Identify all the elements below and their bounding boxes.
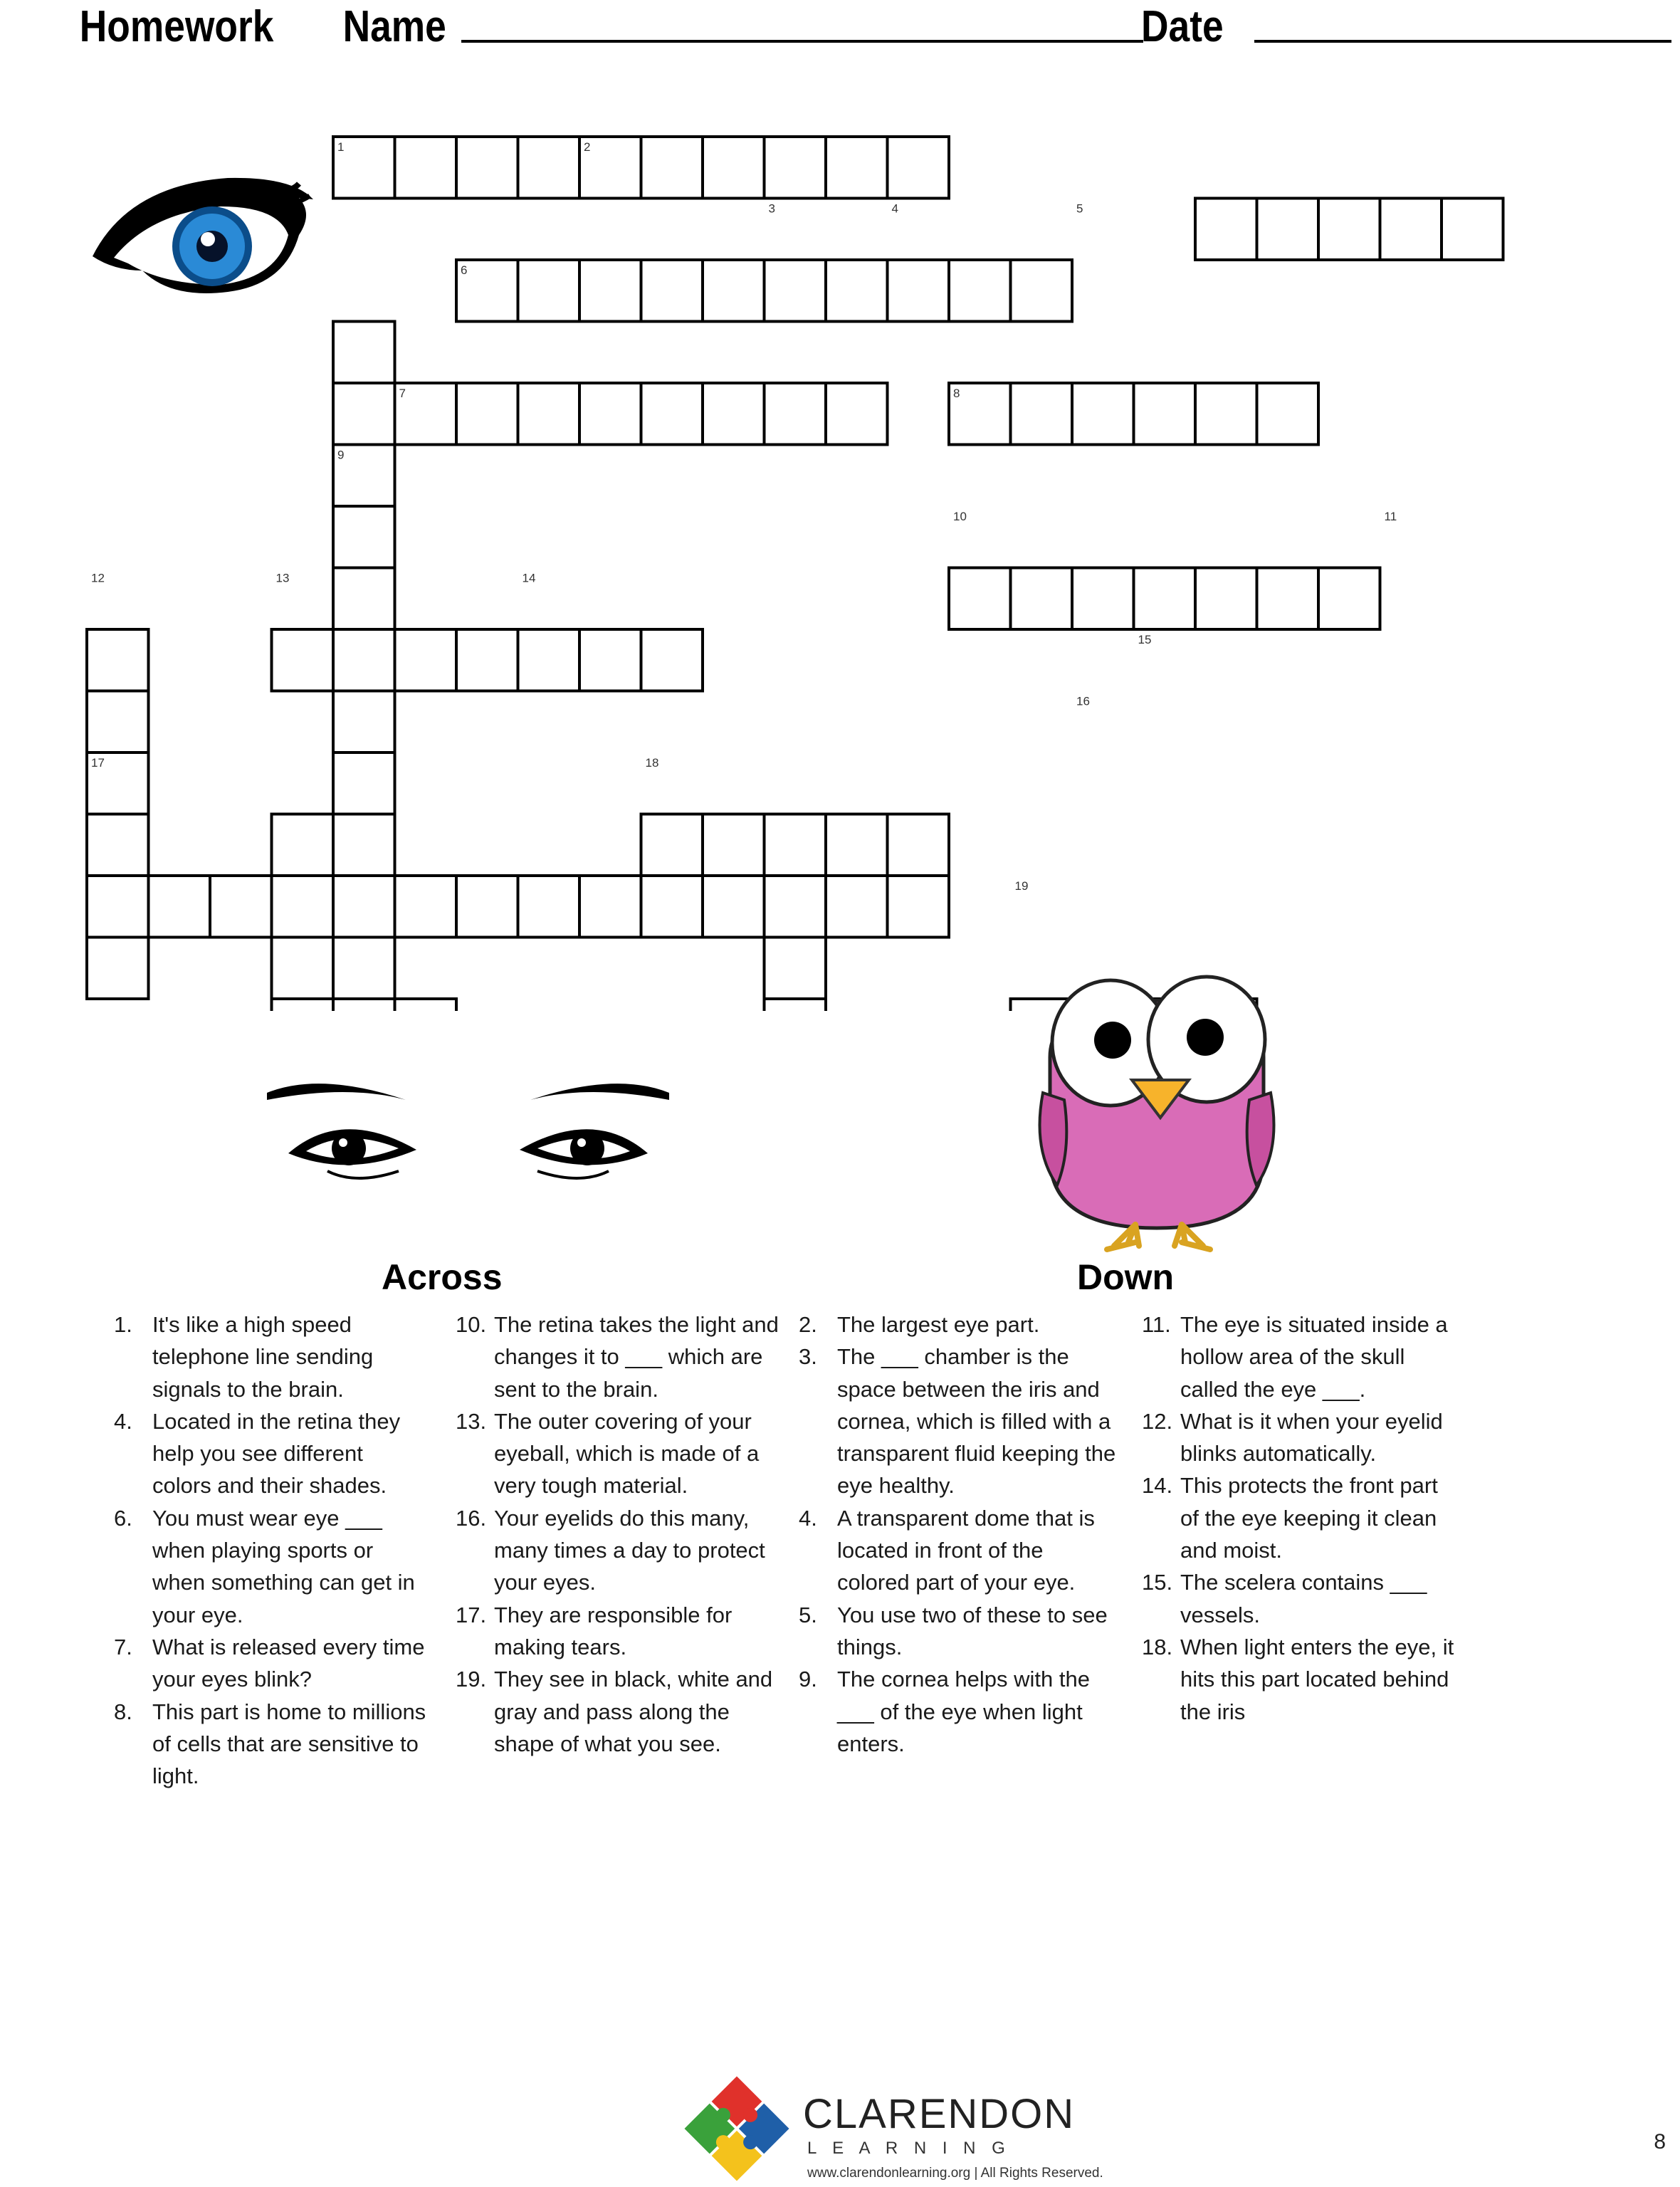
clue-number: 9. <box>799 1667 817 1692</box>
crossword-cell[interactable] <box>333 814 395 876</box>
clue-text: What is it when your eyelid blinks automatically. <box>1180 1408 1443 1467</box>
crossword-cell[interactable] <box>272 999 334 1011</box>
crossword-cell[interactable] <box>1195 568 1257 630</box>
crossword-cell[interactable] <box>210 876 272 938</box>
across-title: Across <box>382 1257 503 1297</box>
crossword-cell[interactable] <box>395 137 457 199</box>
crossword-cell[interactable] <box>333 999 395 1011</box>
cell-number: 8 <box>953 387 960 400</box>
clue-item <box>456 1599 783 1664</box>
crossword-cell[interactable] <box>333 876 395 938</box>
crossword-cell[interactable] <box>1072 383 1134 445</box>
crossword-cell[interactable] <box>456 137 518 199</box>
crossword-cell[interactable] <box>87 691 149 753</box>
crossword-cell[interactable] <box>765 383 826 445</box>
clue-text: The cornea helps with the ___ of the eye when light enters. <box>837 1667 1090 1756</box>
footer-url: www.clarendonlearning.org | All Rights Reserved. <box>807 2166 1103 2181</box>
cell-number: 2 <box>584 140 591 154</box>
crossword-cell[interactable] <box>888 876 950 938</box>
clue-text: They are responsible for making tears. <box>494 1602 733 1659</box>
crossword-cell[interactable] <box>1134 383 1196 445</box>
clue-item <box>1142 1469 1462 1566</box>
cell-number: 10 <box>953 510 967 523</box>
clue-text: The retina takes the light and changes it to ___ which are sent to the brain. <box>494 1312 779 1402</box>
crossword-cell[interactable] <box>641 383 703 445</box>
clue-number: 8. <box>114 1699 132 1724</box>
crossword-cell[interactable] <box>765 814 826 876</box>
clue-item <box>114 1308 427 1405</box>
across-clues-col1 <box>114 1308 427 1792</box>
crossword-cell[interactable] <box>1318 199 1380 261</box>
clue-item <box>456 1663 783 1760</box>
cell-number: 3 <box>768 201 775 216</box>
date-label: Date <box>1141 2 1224 51</box>
crossword-cell[interactable] <box>826 814 888 876</box>
cell-number: 17 <box>91 756 105 770</box>
crossword-cell[interactable] <box>87 629 149 691</box>
cell-number: 13 <box>275 571 290 585</box>
cell-number: 4 <box>891 201 898 216</box>
crossword-cell[interactable] <box>333 383 395 445</box>
clue-item <box>799 1502 1119 1599</box>
clue-number: 4. <box>114 1408 132 1434</box>
crossword-grid <box>0 0 1680 1011</box>
clue-text: Located in the retina they help you see different colors and their shades. <box>152 1408 401 1499</box>
crossword-cell[interactable] <box>1195 199 1257 261</box>
crossword-cell[interactable] <box>87 938 149 1000</box>
crossword-cell[interactable] <box>272 814 334 876</box>
crossword-cell[interactable] <box>456 629 518 691</box>
crossword-cell[interactable] <box>1134 568 1196 630</box>
crossword-cell[interactable] <box>826 260 888 322</box>
clue-number: 2. <box>799 1312 817 1337</box>
page-number: 8 <box>1654 2130 1666 2154</box>
clue-item <box>114 1696 427 1793</box>
clue-item <box>114 1405 427 1502</box>
crossword-cell[interactable] <box>765 137 826 199</box>
clue-number: 18. <box>1142 1634 1173 1659</box>
crossword-cell[interactable] <box>579 383 641 445</box>
crossword-cell[interactable] <box>149 876 211 938</box>
clue-item <box>799 1599 1119 1664</box>
crossword-cell[interactable] <box>87 814 149 876</box>
homework-label: Homework <box>79 2 274 51</box>
clue-text: The outer covering of your eyeball, which is made of a very tough material. <box>494 1408 760 1499</box>
down-title: Down <box>1077 1257 1175 1297</box>
clue-number: 13. <box>456 1408 487 1434</box>
cell-number: 6 <box>461 263 468 277</box>
crossword-cell[interactable] <box>703 260 765 322</box>
cell-number: 7 <box>399 387 406 400</box>
crossword-cell[interactable] <box>1257 199 1319 261</box>
crossword-cell[interactable] <box>703 383 765 445</box>
crossword-cell[interactable] <box>87 876 149 938</box>
pink-owl-icon <box>1029 972 1285 1257</box>
crossword-cell[interactable] <box>579 629 641 691</box>
clue-item <box>1142 1405 1462 1470</box>
crossword-cell[interactable] <box>456 383 518 445</box>
down-clues-col2 <box>1142 1308 1462 1728</box>
crossword-cell[interactable] <box>949 260 1011 322</box>
cell-number: 9 <box>337 448 345 462</box>
crossword-cell[interactable] <box>579 260 641 322</box>
clue-item <box>799 1341 1119 1501</box>
clue-item <box>1142 1566 1462 1631</box>
clue-text: You use two of these to see things. <box>837 1602 1108 1659</box>
name-label: Name <box>342 2 446 51</box>
clue-item <box>799 1663 1119 1760</box>
crossword-cell[interactable] <box>518 137 580 199</box>
crossword-cell[interactable] <box>765 260 826 322</box>
clue-number: 16. <box>456 1505 487 1531</box>
clue-text: What is released every time your eyes blink? <box>152 1634 425 1692</box>
crossword-cell[interactable] <box>826 876 888 938</box>
crossword-cell[interactable] <box>518 260 580 322</box>
crossword-cell[interactable] <box>333 938 395 1000</box>
footer-sub: L E A R N I N G <box>807 2139 1011 2158</box>
clue-number: 15. <box>1142 1570 1173 1595</box>
clue-number: 5. <box>799 1602 817 1627</box>
clue-text: The scelera contains ___ vessels. <box>1180 1570 1427 1627</box>
clue-text: This protects the front part of the eye keeping it clean and moist. <box>1180 1473 1438 1563</box>
crossword-cell[interactable] <box>333 752 395 814</box>
crossword-cell[interactable] <box>1257 383 1319 445</box>
crossword-cell[interactable] <box>272 938 334 1000</box>
crossword-cell[interactable] <box>333 691 395 753</box>
crossword-cell[interactable] <box>1442 199 1503 261</box>
crossword-cell[interactable] <box>826 137 888 199</box>
crossword-cell[interactable] <box>1195 383 1257 445</box>
crossword-cell[interactable] <box>1011 383 1073 445</box>
cell-number: 11 <box>1384 510 1397 523</box>
clue-number: 12. <box>1142 1408 1173 1434</box>
cell-number: 18 <box>645 756 659 770</box>
crossword-cell[interactable] <box>888 137 950 199</box>
cell-number: 14 <box>522 571 536 585</box>
clue-text: You must wear eye ___ when playing sports or when something can get in your eye. <box>152 1505 415 1627</box>
blue-eye-icon <box>85 164 320 306</box>
clue-item <box>456 1502 783 1599</box>
crossword-cell[interactable] <box>641 137 703 199</box>
crossword-cell[interactable] <box>641 876 703 938</box>
clue-item <box>114 1502 427 1631</box>
cell-number: 1 <box>337 140 345 154</box>
clue-number: 17. <box>456 1602 487 1627</box>
crossword-cell[interactable] <box>765 876 826 938</box>
clue-text: This part is home to millions of cells that are sensitive to light. <box>152 1699 426 1789</box>
crossword-cell[interactable] <box>765 938 826 1000</box>
crossword-cell[interactable] <box>518 629 580 691</box>
clue-number: 7. <box>114 1634 132 1659</box>
crossword-cell[interactable] <box>1011 260 1073 322</box>
crossword-cell[interactable] <box>333 568 395 630</box>
crossword-cell[interactable] <box>703 814 765 876</box>
across-clues-col2 <box>456 1308 783 1760</box>
clue-number: 6. <box>114 1505 132 1531</box>
cell-number: 5 <box>1076 201 1083 216</box>
cell-number: 12 <box>91 571 105 585</box>
footer-brand: CLARENDON <box>803 2091 1076 2137</box>
crossword-cell[interactable] <box>888 814 950 876</box>
crossword-cell[interactable] <box>888 260 950 322</box>
clue-number: 3. <box>799 1344 817 1370</box>
crossword-cell[interactable] <box>333 322 395 384</box>
clue-item <box>1142 1631 1462 1728</box>
crossword-cell[interactable] <box>333 629 395 691</box>
clue-number: 19. <box>456 1667 487 1692</box>
clue-number: 10. <box>456 1312 487 1337</box>
crossword-cell[interactable] <box>456 876 518 938</box>
clue-number: 11. <box>1142 1312 1171 1337</box>
clue-number: 4. <box>799 1505 817 1531</box>
crossword-cell[interactable] <box>518 383 580 445</box>
cell-number: 15 <box>1138 633 1152 646</box>
clue-item <box>456 1405 783 1502</box>
crossword-cell[interactable] <box>395 629 457 691</box>
crossword-cell[interactable] <box>641 814 703 876</box>
crossword-cell[interactable] <box>1318 568 1380 630</box>
crossword-cell[interactable] <box>333 506 395 568</box>
crossword-cell[interactable] <box>949 568 1011 630</box>
clue-item <box>114 1631 427 1696</box>
clue-text: They see in black, white and gray and pass along the shape of what you see. <box>494 1667 773 1756</box>
crossword-cell[interactable] <box>395 876 457 938</box>
clue-item <box>799 1308 1119 1341</box>
clue-number: 14. <box>1142 1473 1173 1499</box>
cell-number: 16 <box>1076 694 1090 708</box>
down-clues-col1 <box>799 1308 1119 1760</box>
crossword-cell[interactable] <box>1011 568 1073 630</box>
clue-item <box>1142 1308 1462 1405</box>
clue-text: When light enters the eye, it hits this part located behind the iris <box>1180 1634 1454 1724</box>
crossword-cell[interactable] <box>826 383 888 445</box>
clue-number: 1. <box>114 1312 132 1337</box>
pair-of-eyes-icon <box>263 1071 676 1200</box>
crossword-cell[interactable] <box>1072 568 1134 630</box>
clue-text: The ___ chamber is the space between the iris and cornea, which is filled with a transparent fluid keeping the eye healthy. <box>837 1344 1116 1499</box>
clue-text: A transparent dome that is located in front of the colored part of your eye. <box>837 1505 1095 1595</box>
crossword-cell[interactable] <box>641 260 703 322</box>
crossword-cell[interactable] <box>641 629 703 691</box>
crossword-cell[interactable] <box>395 999 457 1011</box>
clue-text: The largest eye part. <box>837 1312 1040 1337</box>
puzzle-logo-icon <box>673 2075 801 2182</box>
crossword-cell[interactable] <box>272 876 334 938</box>
crossword-cell[interactable] <box>703 876 765 938</box>
clue-item <box>456 1308 783 1405</box>
clue-text: Your eyelids do this many, many times a day to protect your eyes. <box>494 1505 765 1595</box>
crossword-cell[interactable] <box>272 629 334 691</box>
crossword-cell[interactable] <box>703 137 765 199</box>
crossword-cell[interactable] <box>1380 199 1442 261</box>
cell-number: 19 <box>1014 879 1029 893</box>
clue-text: It's like a high speed telephone line sending signals to the brain. <box>152 1312 374 1402</box>
crossword-cell[interactable] <box>765 999 826 1011</box>
clue-text: The eye is situated inside a hollow area of the skull called the eye ___. <box>1180 1312 1448 1402</box>
crossword-cell[interactable] <box>518 876 580 938</box>
crossword-cell[interactable] <box>1257 568 1319 630</box>
crossword-cell[interactable] <box>579 876 641 938</box>
